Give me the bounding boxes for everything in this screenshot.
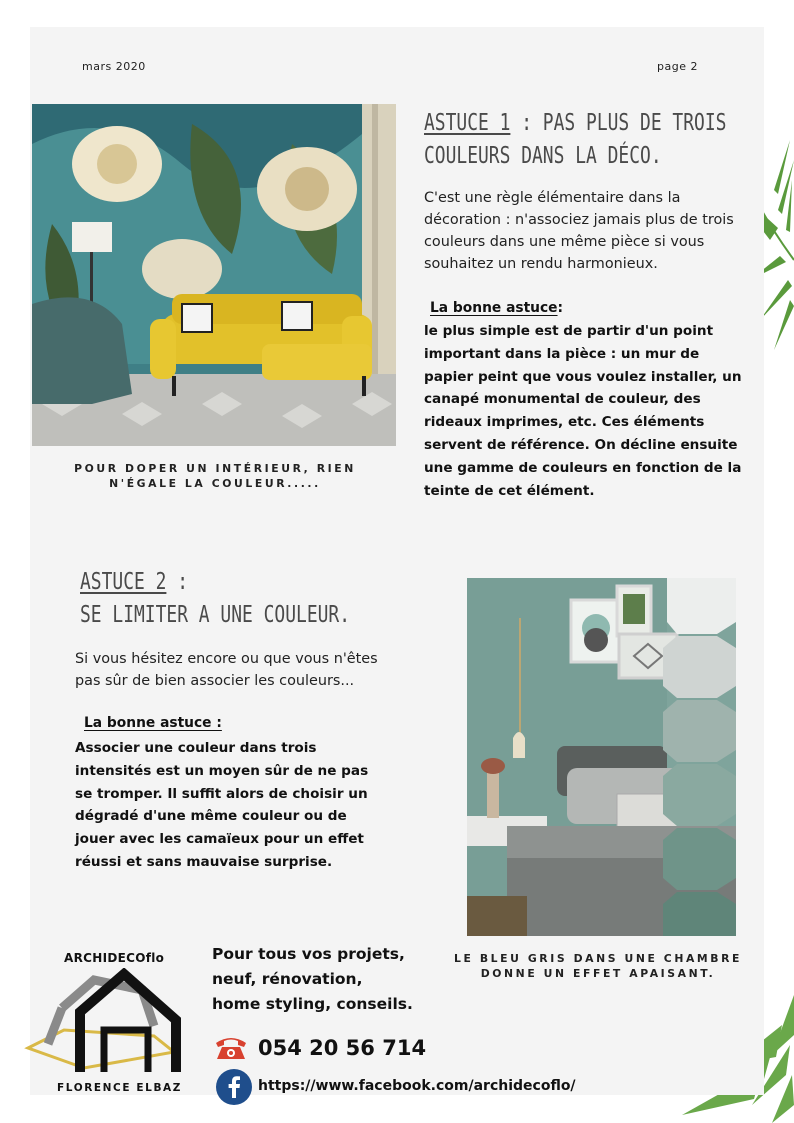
tip1-label-colon: : — [557, 300, 564, 316]
tip1-text: le plus simple est de partir d'un point important dans la pièce : un mur de papier peint que vous voulez installer, un canapé monumental de couleur, des rideaux imprimes, etc. Ces éléments servent de référence. On décline ensuite une gamme de couleurs en fonction de la teinte de cet élément. — [424, 323, 742, 499]
page-number: page 2 — [657, 60, 698, 73]
contact-line-3: home styling, conseils. — [212, 995, 413, 1013]
bedroom-photo — [467, 578, 736, 936]
issue-date: mars 2020 — [82, 60, 146, 73]
contact-line-1: Pour tous vos projets, — [212, 945, 405, 963]
telephone-icon — [214, 1035, 248, 1061]
photo-caption-1: POUR DOPER UN INTÉRIEUR, RIEN N'ÉGALE LA COULEUR..... — [74, 462, 356, 490]
tip2-text: Associer une couleur dans trois intensités est un moyen sûr de ne pas se tromper. Il suffit alors de choisir un dégradé d'une même couleur ou de jouer avec les camaïeux pour un effet réussi et sans mauvaise surprise. — [75, 740, 369, 870]
tip1-intro: C'est une règle élémentaire dans la décoration : n'associez jamais plus de trois couleurs dans une même pièce si vous souhaitez un rendu harmonieux. — [424, 190, 734, 272]
living-room-photo — [32, 104, 396, 446]
tip1-title-rest: : PAS PLUS DE TROIS — [510, 110, 727, 136]
tip1-number: ASTUCE 1 — [424, 110, 511, 136]
tip2-label: La bonne astuce : — [84, 715, 222, 731]
tip2-title-line2: SE LIMITER A UNE COULEUR. — [80, 602, 351, 628]
tip1-title — [424, 107, 726, 173]
facebook-icon[interactable] — [216, 1069, 252, 1105]
tip1-label: La bonne astuce — [430, 300, 558, 316]
owner-name: FLORENCE ELBAZ — [57, 1082, 183, 1094]
brand-name: ARCHIDECOflo — [64, 951, 165, 965]
tip1-title-line2: COULEURS DANS LA DÉCO. — [424, 143, 662, 169]
tip2-title — [80, 566, 350, 632]
contact-line-2: neuf, rénovation, — [212, 970, 363, 988]
tip2-number: ASTUCE 2 — [80, 569, 167, 595]
tip1-label-row — [430, 300, 563, 316]
tip2-intro: Si vous hésitez encore ou que vous n'êtes pas sûr de bien associer les couleurs... — [75, 651, 378, 689]
archidecoflo-logo — [24, 968, 184, 1076]
facebook-link[interactable]: https://www.facebook.com/archidecoflo/ — [258, 1078, 576, 1094]
phone-number[interactable]: 054 20 56 714 — [258, 1036, 427, 1060]
contact-pitch — [212, 942, 413, 1017]
tip2-title-rest: : — [166, 569, 189, 595]
photo-caption-2: LE BLEU GRIS DANS UNE CHAMBRE DONNE UN EFFET APAISANT. — [454, 952, 742, 980]
